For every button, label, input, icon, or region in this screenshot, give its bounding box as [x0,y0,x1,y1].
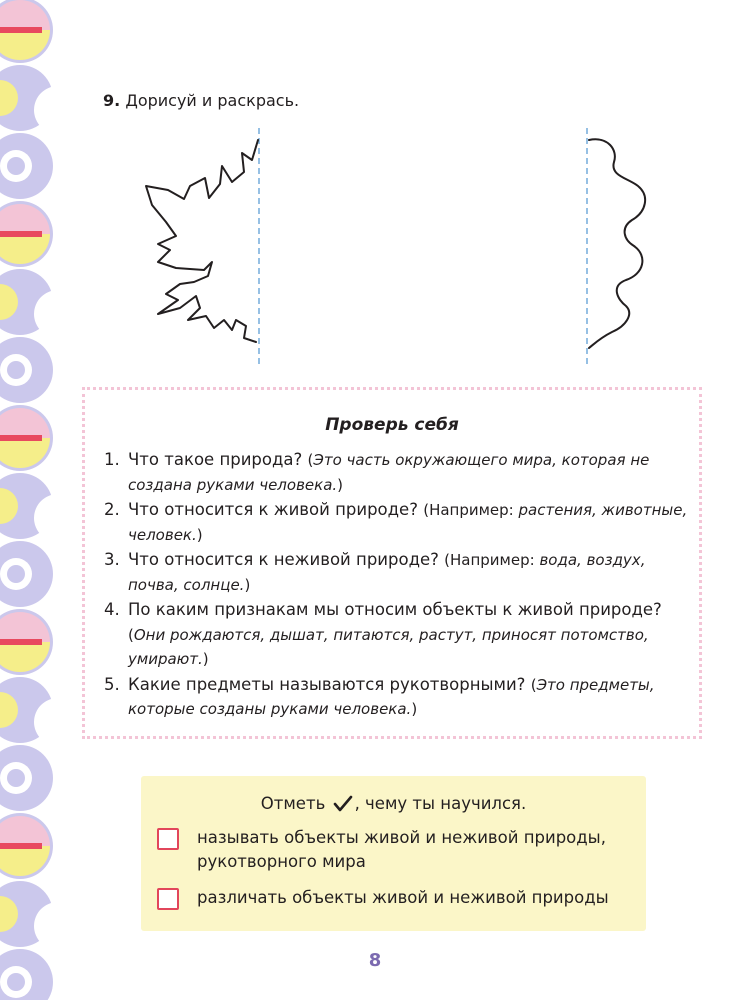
skill-item[interactable] [157,886,637,910]
skill-checkbox[interactable] [157,888,179,910]
question-number: 5. [104,674,120,694]
question-number: 1. [104,450,120,469]
question-item [104,673,694,722]
question-item [104,498,694,547]
skill-label: называть объекты живой и неживой природы, рукотворного мира [197,828,606,871]
question-item [104,448,694,497]
answer: (Например: растения, животные, человек.) [128,501,688,544]
self-assessment-panel [141,776,646,931]
drawing-area [0,0,750,380]
answer: (Это часть окружающего мира, которая не создана руками человека.) [128,451,650,494]
question-number: 4. [104,600,120,619]
question-number: 3. [104,550,120,569]
strip-dot [7,973,25,991]
task-text: Дорисуй и раскрась. [125,91,300,110]
question-item [104,598,694,672]
check-yourself-title: Проверь себя [325,415,459,435]
answer: (Это предметы, которые созданы руками человека.) [128,675,655,718]
check-yourself-box [82,387,702,739]
page-number: 8 [368,950,382,971]
half-wavy-shape-outline [589,139,645,348]
skill-checkbox[interactable] [157,828,179,850]
question-list [104,448,694,723]
answer: (Они рождаются, дышат, питаются, растут, приносят потомство, умирают.) [128,625,649,668]
question-item [104,548,694,597]
task-number: 9. [103,91,121,110]
question-text: Что относится к неживой природе? [128,550,439,569]
skill-label: различать объекты живой и неживой природы [197,888,609,907]
skill-item[interactable] [157,826,637,874]
question-number: 2. [104,500,120,519]
strip-band [0,843,42,849]
strip-dot [7,565,25,583]
half-maple-leaf-outline [146,140,258,342]
self-assessment-title: Отметь , чему ты научился. [260,794,527,813]
question-text: Что такое природа? [128,450,303,469]
strip-band [0,435,42,441]
checkmark-icon [333,795,353,813]
question-text: По каким признакам мы относим объекты к живой природе? [128,600,662,619]
strip-band [0,639,42,645]
question-text: Какие предметы называются рукотворными? [128,674,526,694]
answer: (Например: вода, воздух, почва, солнце.) [128,551,646,594]
question-text: Что относится к живой природе? [128,500,418,519]
strip-dot [7,769,25,787]
